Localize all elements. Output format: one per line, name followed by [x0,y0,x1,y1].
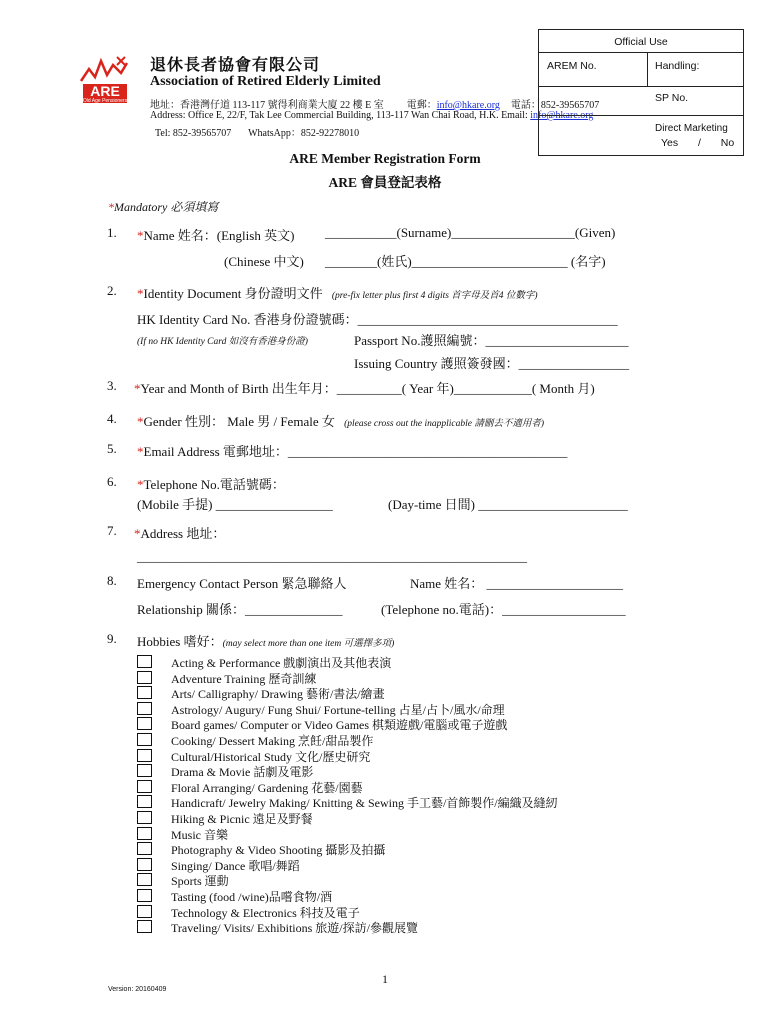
hobby-checkbox[interactable] [137,717,152,730]
q2-number: 2. [107,283,117,298]
hobby-label: Astrology/ Augury/ Fung Shui/ Fortune-telling 占星/占卜/風水/命理 [171,702,505,717]
q4-star: * [137,414,144,429]
q3-label-text: Year and Month of Birth 出生年月：__________( Year 年)____________( Month 月) [140,381,595,396]
q2-star: * [137,286,144,301]
q4-label-text: Gender 性別： Male 男 / Female 女 [143,414,335,429]
hobby-checkbox[interactable] [137,889,152,902]
q2-hkid-field[interactable]: HK Identity Card No. 香港身份證號碼：________________________________________ [137,312,618,327]
hobby-checkbox[interactable] [137,858,152,871]
form-title-chinese: ARE 會員登記表格 [328,175,442,190]
q9-number: 9. [107,631,117,646]
hobby-label: Music 音樂 [171,827,229,842]
q9-label [137,631,394,650]
hobby-label: Floral Arranging/ Gardening 花藝/園藝 [171,780,363,795]
q3-star: * [134,381,141,396]
q6-label-text: Telephone No.電話號碼： [143,477,285,492]
q2-no-hkid-note: (If no HK Identity Card 如沒有香港身份證) [137,337,308,347]
handling-label: Handling: [655,60,700,72]
q1-number: 1. [107,225,117,240]
dm-no[interactable]: No [720,137,735,149]
address-english-line [150,110,593,121]
q5-label-text: Email Address 電郵地址：___________________________________________ [143,444,568,459]
phone-chinese: 電話：852-39565707 [510,100,600,111]
q6-label [137,474,285,493]
q9-label-text: Hobbies 嗜好： [137,634,223,649]
hobby-label: Tasting (food /wine)品嚐食物/酒 [171,890,333,904]
hobby-checkbox[interactable] [137,780,152,793]
mandatory-note [108,198,218,215]
q2-issuing-country-field[interactable]: Issuing Country 護照簽發國：_________________ [354,356,630,371]
q3-number: 3. [107,378,117,393]
q7-number: 7. [107,523,117,538]
email-link[interactable]: info@hkare.org [436,100,500,111]
q6-mobile-field[interactable]: (Mobile 手提) __________________ [137,497,333,512]
hobby-checkbox[interactable] [137,655,152,668]
whatsapp-line: WhatsApp：852-92278010 [248,128,360,139]
direct-marketing-label: Direct Marketing [655,123,728,134]
hobby-checkbox[interactable] [137,811,152,824]
q6-star: * [137,477,144,492]
q8-number: 8. [107,573,117,588]
q8-name-field[interactable]: Name 姓名： _____________________ [410,576,624,591]
hobby-checkbox[interactable] [137,749,152,762]
org-name-chinese: 退休長者協會有限公司 [150,57,321,74]
hobby-label: Handicraft/ Jewelry Making/ Knitting & Sewing 手工藝/首飾製作/編織及縫紉 [171,796,558,811]
q1-chinese-fields[interactable]: ________(姓氏)________________________ (名字) [325,254,606,269]
direct-marketing-options [661,137,734,149]
sp-no-label: SP No. [655,92,689,104]
q5-number: 5. [107,441,117,456]
address-chinese-line [150,96,599,111]
q7-address-line[interactable]: ____________________________________________________________ [137,549,527,564]
contact-line [155,124,359,139]
official-use-box [538,29,744,156]
hobby-checkbox[interactable] [137,842,152,855]
page-number: 1 [382,972,388,986]
q8-telephone-field[interactable]: (Telephone no.電話)：___________________ [381,602,626,617]
logo-text: ARE [90,83,120,99]
arem-no-label: AREM No. [547,60,597,72]
version-label: Version: 20160409 [108,986,167,993]
logo-subtext: Old Age Pensioners [82,98,128,104]
q6-number: 6. [107,474,117,489]
hobby-checkbox[interactable] [137,764,152,777]
email-label-chinese: 電郵： [406,100,437,111]
q2-label [137,283,538,302]
hobby-checkbox[interactable] [137,920,152,933]
q2-passport-field[interactable]: Passport No.護照編號：______________________ [354,333,629,348]
q5-star: * [137,444,144,459]
q4-note: (please cross out the inapplicable 請刪去不適用者) [344,419,545,429]
address-chinese: 地址：香港灣仔道 113-117 號得利商業大廈 22 樓 E 室 [150,100,384,111]
form-title-english: ARE Member Registration Form [289,151,481,166]
q7-label-text: Address 地址： [140,526,226,541]
hobby-label: Traveling/ Visits/ Exhibitions 旅遊/探訪/參觀展覽 [171,921,418,936]
hobby-checkbox[interactable] [137,686,152,699]
official-use-title: Official Use [614,36,668,48]
hobby-checkbox[interactable] [137,795,152,808]
q1-label [137,225,294,244]
q3-field[interactable] [134,378,595,397]
hobby-label: Arts/ Calligraphy/ Drawing 藝術/書法/繪畫 [171,687,385,702]
q9-note: (may select more than one item 可選擇多項) [222,639,395,649]
dm-yes[interactable]: Yes [661,137,679,149]
hobby-checkbox[interactable] [137,671,152,684]
q4-field[interactable] [137,411,544,430]
hobby-checkbox[interactable] [137,873,152,886]
q1-label-text: Name 姓名：(English 英文) [143,228,295,243]
q7-label [134,523,225,542]
address-english: Address: Office E, 22/F, Tak Lee Commercial Building, 113-117 Wan Chai Road, H.K. Email: [150,110,531,121]
hobby-label: Board games/ Computer or Video Games 棋類遊戲/電腦或電子遊戲 [171,718,508,733]
tel-line: Tel: 852-39565707 [155,128,232,139]
hobby-label: Technology & Electronics 科技及電子 [171,905,360,920]
q6-daytime-field[interactable]: (Day-time 日間) _______________________ [388,497,628,512]
hobby-checkbox[interactable] [137,905,152,918]
hobby-label: Sports 運動 [171,874,229,889]
org-name-english: Association of Retired Elderly Limited [150,74,381,89]
hobby-checkbox[interactable] [137,827,152,840]
hobby-checkbox[interactable] [137,702,152,715]
q2-label-text: Identity Document 身份證明文件 [143,286,323,301]
hobby-label: Singing/ Dance 歌唱/舞蹈 [171,858,300,873]
dm-slash: / [697,137,701,149]
hobby-label: Adventure Training 歷奇訓練 [171,671,317,686]
q4-number: 4. [107,411,117,426]
email-link-english[interactable]: info@hkare.org [530,110,594,121]
are-logo [77,51,133,103]
hobby-label: Cooking/ Dessert Making 烹飪/甜品製作 [171,734,374,748]
q8-label: Emergency Contact Person 緊急聯絡人 [137,576,347,591]
mandatory-star: * [108,200,114,214]
hobby-label: Hiking & Picnic 遠足及野餐 [171,812,313,826]
mandatory-label: Mandatory 必須填寫 [114,200,219,214]
hobby-label: Acting & Performance 戲劇演出及其他表演 [171,656,392,670]
hobby-label: Drama & Movie 話劇及電影 [171,765,314,780]
q1-chinese-label: (Chinese 中文) [224,254,304,269]
hobby-label: Cultural/Historical Study 文化/歷史研究 [171,749,371,764]
q2-note: (pre-fix letter plus first 4 digits 首字母及首4 位數字) [331,291,538,301]
hobby-checkbox[interactable] [137,733,152,746]
q1-english-fields[interactable]: ___________(Surname)___________________(Given) [325,225,616,240]
q8-relationship-field[interactable]: Relationship 關係：_______________ [137,602,343,617]
q7-star: * [134,526,141,541]
q1-star: * [137,228,144,243]
hobby-label: Photography & Video Shooting 攝影及拍攝 [171,843,386,858]
q5-field[interactable] [137,441,567,460]
